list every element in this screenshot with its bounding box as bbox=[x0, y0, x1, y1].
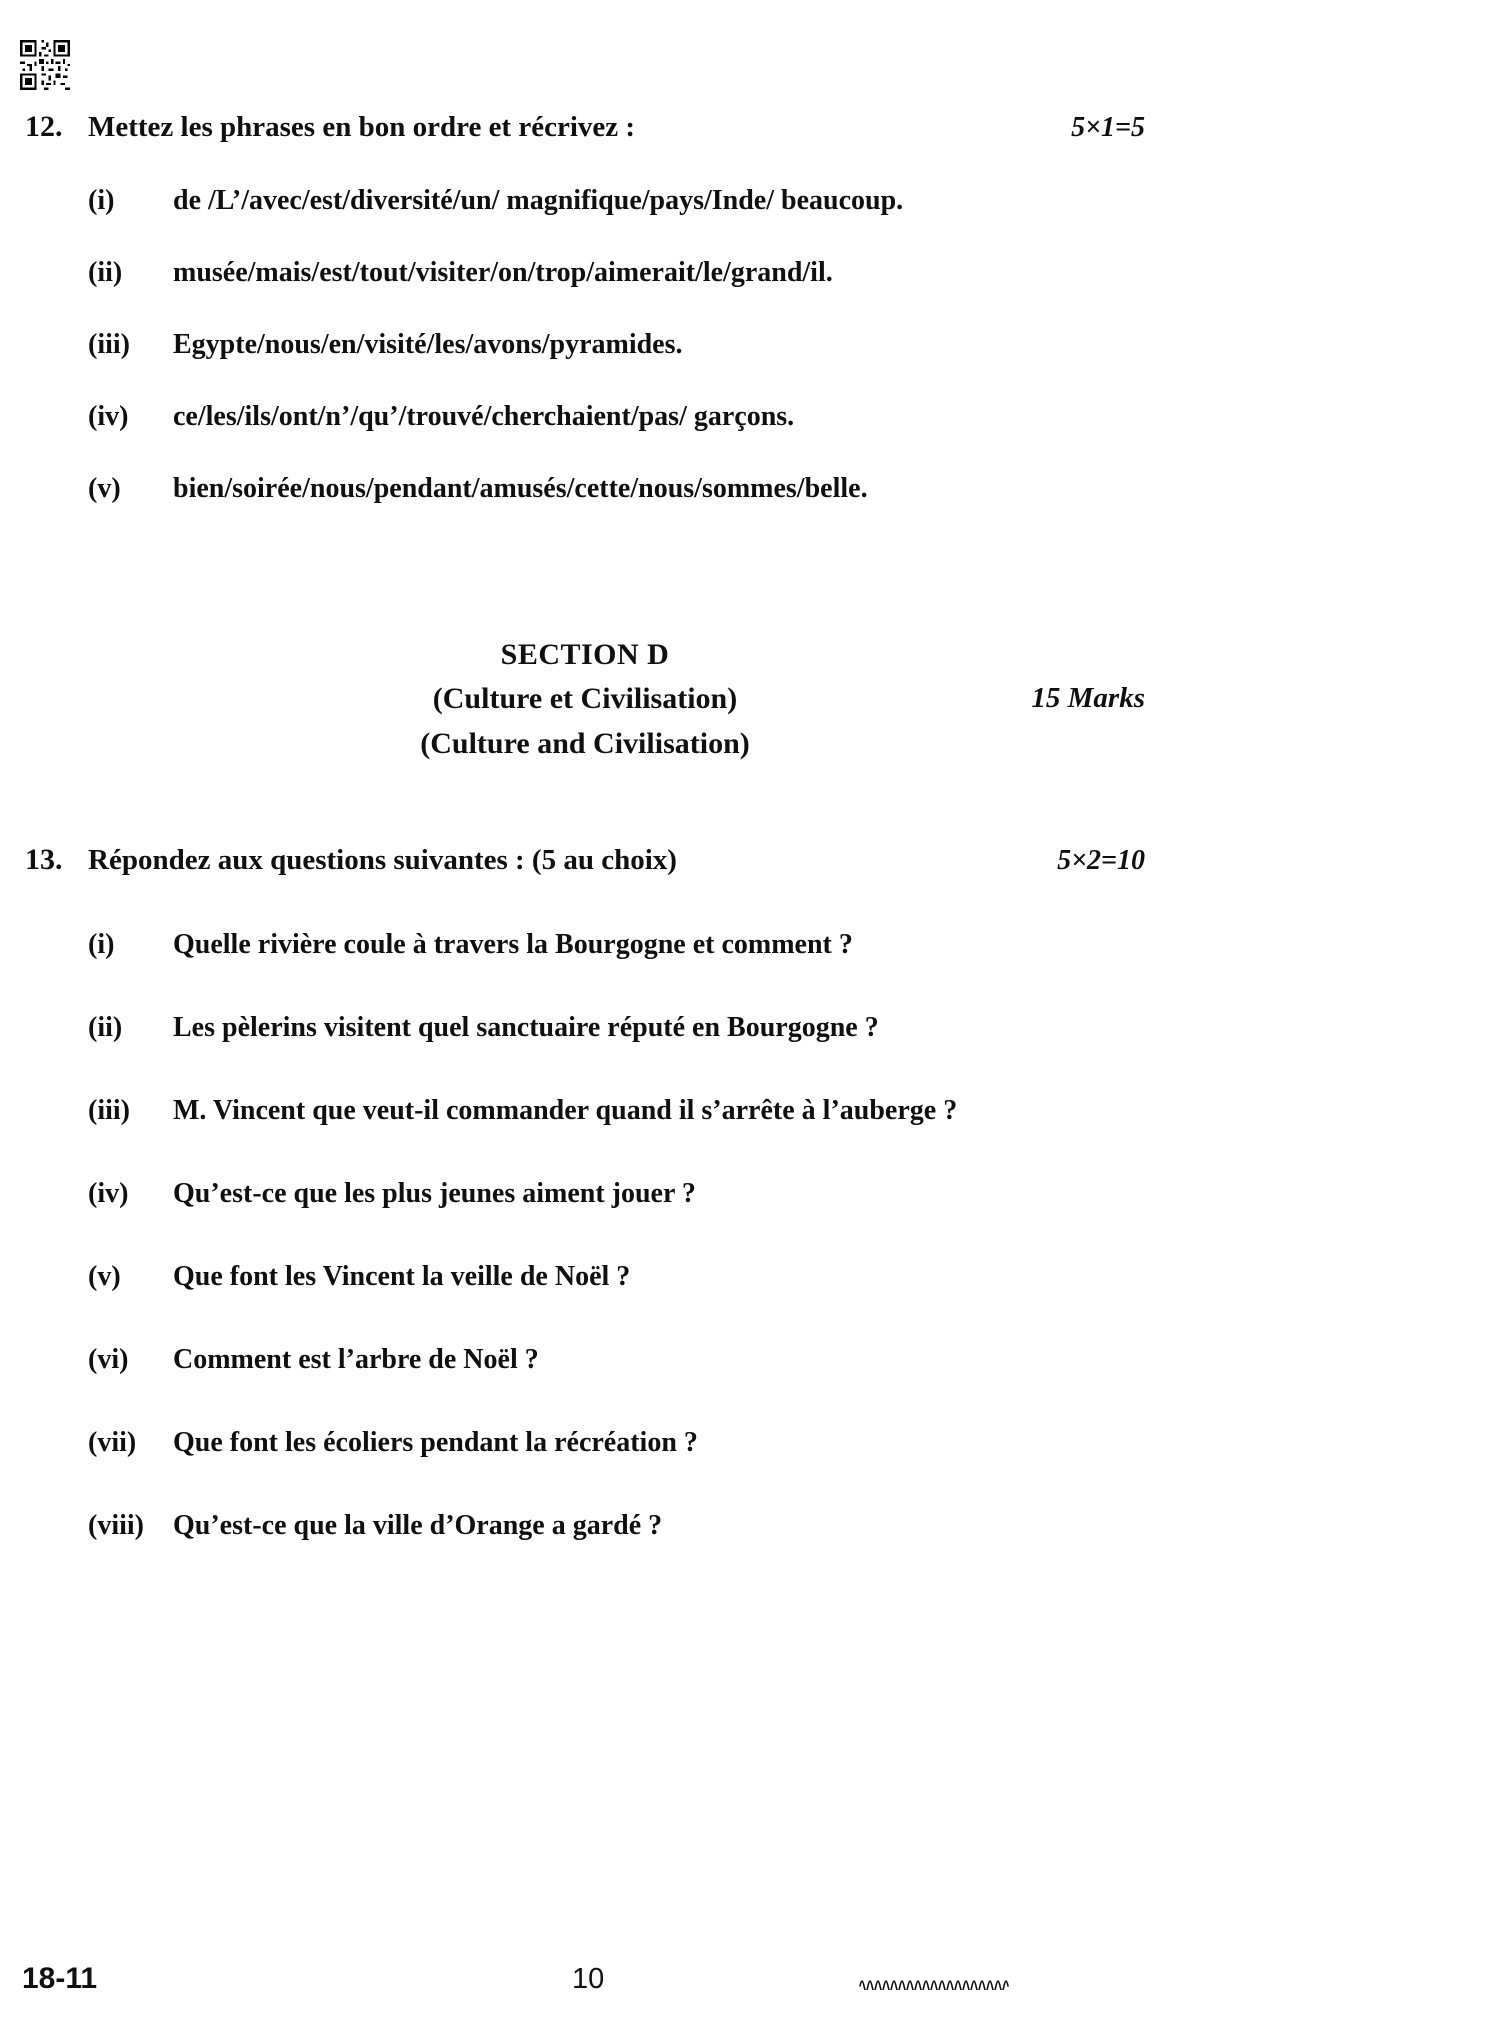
item-text: musée/mais/est/tout/visiter/on/trop/aimerait/le/grand/il. bbox=[173, 257, 833, 288]
item-label: (ii) bbox=[88, 1012, 123, 1043]
section-d-heading bbox=[25, 634, 1145, 766]
section-subtitle-french bbox=[25, 676, 1145, 721]
page-footer bbox=[0, 1952, 1505, 1996]
question-12-number: 12. bbox=[25, 110, 63, 143]
list-item bbox=[25, 327, 1145, 362]
item-label: (vii) bbox=[88, 1427, 137, 1458]
list-item bbox=[25, 183, 1145, 218]
section-subtitle-fr-text: (Culture et Civilisation) bbox=[432, 682, 738, 715]
item-label: (iii) bbox=[88, 1095, 130, 1126]
item-text: Qu’est-ce que la ville d’Orange a gardé ? bbox=[173, 1510, 663, 1541]
item-label: (i) bbox=[88, 185, 115, 216]
question-12-header bbox=[25, 109, 1145, 146]
item-text: M. Vincent que veut-il commander quand il s’arrête à l’auberge ? bbox=[173, 1095, 958, 1126]
paper-code: 18-11 bbox=[22, 1962, 98, 1995]
list-item bbox=[25, 471, 1145, 506]
section-subtitle-english bbox=[25, 721, 1145, 766]
list-item bbox=[25, 1093, 1145, 1128]
qr-code bbox=[20, 40, 70, 90]
question-13-number: 13. bbox=[25, 843, 63, 876]
item-label: (ii) bbox=[88, 257, 123, 288]
section-marks: 15 Marks bbox=[1031, 682, 1145, 714]
item-label: (i) bbox=[88, 929, 115, 960]
question-13-header bbox=[25, 842, 1145, 879]
page-number: 10 bbox=[572, 1963, 605, 1995]
section-subtitle-en-text: (Culture and Civilisation) bbox=[420, 727, 750, 760]
item-label: (vi) bbox=[88, 1344, 129, 1375]
item-text: bien/soirée/nous/pendant/amusés/cette/nous/sommes/belle. bbox=[173, 473, 868, 504]
item-label: (v) bbox=[88, 1261, 121, 1292]
section-title: SECTION D bbox=[500, 638, 670, 671]
item-label: (iv) bbox=[88, 401, 129, 432]
item-text: Quelle rivière coule à travers la Bourgogne et comment ? bbox=[173, 929, 853, 960]
item-label: (iv) bbox=[88, 1178, 129, 1209]
item-text: Egypte/nous/en/visité/les/avons/pyramides. bbox=[173, 329, 683, 360]
question-12-prompt: Mettez les phrases en bon ordre et récrivez : bbox=[88, 111, 636, 143]
item-text: Que font les écoliers pendant la récréation ? bbox=[173, 1427, 698, 1458]
list-item bbox=[25, 1010, 1145, 1045]
item-text: Qu’est-ce que les plus jeunes aiment jouer ? bbox=[173, 1178, 696, 1209]
list-item bbox=[25, 1342, 1145, 1377]
item-text: Comment est l’arbre de Noël ? bbox=[173, 1344, 539, 1375]
wavy-line-scribble bbox=[858, 1972, 1010, 1990]
item-text: Que font les Vincent la veille de Noël ? bbox=[173, 1261, 631, 1292]
list-item bbox=[25, 1176, 1145, 1211]
content-column bbox=[25, 40, 1145, 1543]
item-label: (v) bbox=[88, 473, 121, 504]
item-label: (viii) bbox=[88, 1510, 144, 1541]
item-text: ce/les/ils/ont/n’/qu’/trouvé/cherchaient/pas/ garçons. bbox=[173, 401, 795, 432]
question-13-prompt: Répondez aux questions suivantes : (5 au choix) bbox=[88, 844, 677, 876]
question-12-marks: 5×1=5 bbox=[1071, 112, 1145, 143]
item-label: (iii) bbox=[88, 329, 130, 360]
list-item bbox=[25, 1508, 1145, 1543]
list-item bbox=[25, 255, 1145, 290]
item-text: de /L’/avec/est/diversité/un/ magnifique/pays/Inde/ beaucoup. bbox=[173, 185, 904, 216]
question-12-items bbox=[25, 183, 1145, 506]
list-item bbox=[25, 1425, 1145, 1460]
question-13-items bbox=[25, 927, 1145, 1543]
list-item bbox=[25, 399, 1145, 434]
question-13-marks: 5×2=10 bbox=[1057, 845, 1145, 876]
item-text: Les pèlerins visitent quel sanctuaire réputé en Bourgogne ? bbox=[173, 1012, 879, 1043]
list-item bbox=[25, 927, 1145, 962]
list-item bbox=[25, 1259, 1145, 1294]
